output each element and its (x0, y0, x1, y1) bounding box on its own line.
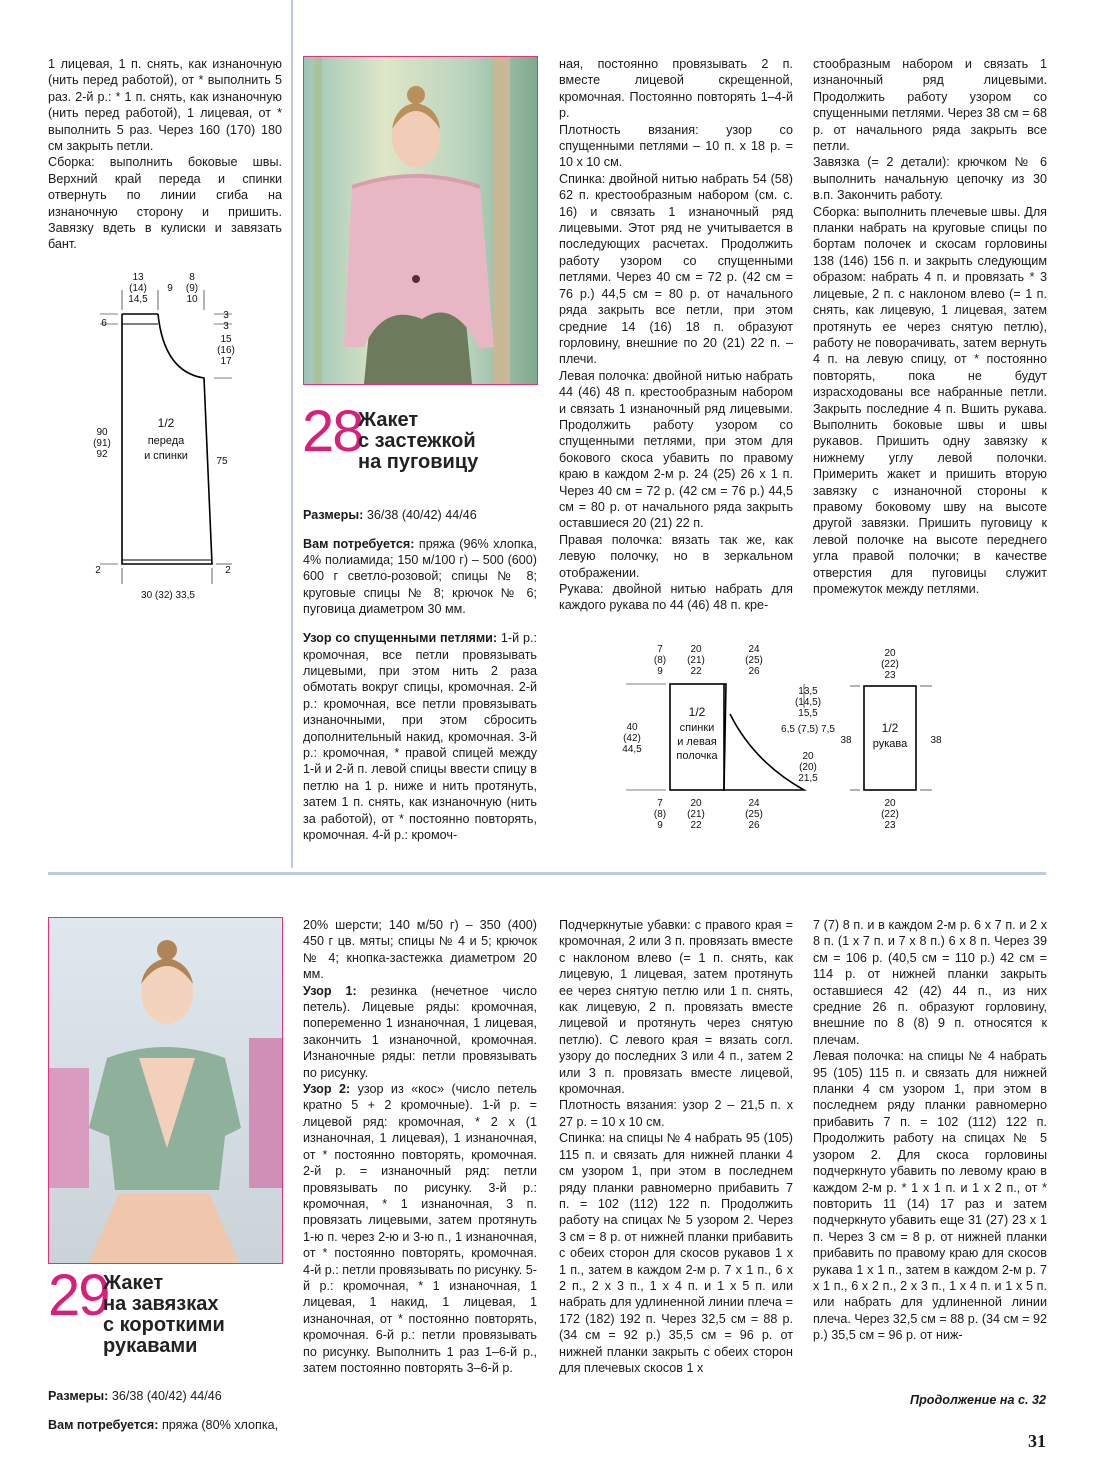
model-29-number: 29 (48, 1263, 109, 1328)
page-number: 31 (1028, 1431, 1046, 1451)
dim-14: (14) (129, 283, 147, 294)
model-29-uzor1-label: Узор 1: (303, 983, 357, 998)
model-29-c4-p1: 7 (7) 8 п. и в каждом 2-м р. 6 х 7 п. и 2 х 8 п. (1 х 7 п. и 7 х 8 п.) 6 х 8 п. Через 39 см = 106 р. (40,5 см = 110 р.) 42 см = 114 р. от нижней планки закрыть оставшиеся 42 (42) 44 п., из них средние 26 п. образуют горловину, внешние по 8 (8) 9 п. относятся к плечам. (813, 918, 1047, 1047)
dim-15: 15 (220, 334, 232, 345)
dim-6: 6 (101, 318, 107, 329)
dim-9b: (9) (185, 283, 199, 294)
model-29-photo (48, 917, 283, 1264)
piece-label-1: 1/2 (157, 416, 175, 430)
r-c-bot-3: 26 (748, 820, 760, 831)
model-29-sizes: 36/38 (40/42) 44/46 (111, 1388, 222, 1403)
model-28-title-line-3: на пуговицу (358, 451, 479, 473)
model-28-needs: пряжа (96% хлопка, 4% полиамида; 150 м/100 г) – 500 (600) 600 г светло-розовой; спицы № 8; круговые спицы № 8; крючок № 6; пуговица диаметром 30 мм. (303, 536, 538, 617)
r-slope-a-3: 15,5 (798, 708, 818, 719)
piece-label-2: переда (147, 435, 185, 447)
model-29-c4-p2: Левая полочка: на спицы № 4 набрать 95 (105) 115 п. и связать для нижней планки 4 см узором 1, при этом в последнем ряду планки равномерно прибавить 7 п. = 102 (112) 122 п. Продолжить работу на спицах № 5 узором 2. Для скоса горловины подчеркнуто убавить по левому краю в каждом 2-м р. * 1 х 1 п. и 1 х 2 п., от * повторить 11 (14) 17 раз и затем подчеркнуто убавить еще 31 (27) 23 х 1 п. Через 3 см = 8 р. от нижней планки прибавить по правому краю для скосов рукава 1 х 1 п., затем в каждом 2-м р. 7 х 1 п., 6 х 2 п., 2 х 3 п., 1 х 4 п. и 1 х 5 п. или набрать для удлиненной линии плеча. Через 32,5 см = 88 р. (34 см = 92 р.) 35,5 см = 96 р. от ниж- (813, 1049, 1047, 1343)
r-b-top-1: 20 (690, 644, 702, 655)
model-29-c3-p2: Плотность вязания: узор 2 – 21,5 п. х 27 р. = 10 х 10 см. (559, 1098, 793, 1129)
r-s-top-3: 23 (884, 670, 896, 681)
r-b-top-3: 22 (690, 666, 702, 677)
r-h38-b: 38 (930, 735, 942, 746)
model-29-column-2 (303, 917, 537, 1376)
r-a-top-1: 7 (657, 644, 663, 655)
model-28-needs-label: Вам потребуется: (303, 536, 415, 551)
r-c-bot-2: (25) (745, 809, 763, 820)
schematic-front-back (86, 268, 256, 608)
dim-92: 92 (96, 449, 108, 460)
r-label1-1: 1/2 (688, 705, 706, 719)
dim-8: 8 (189, 272, 195, 283)
dim-16: (16) (217, 345, 235, 356)
piece-label-3: и спинки (144, 450, 188, 462)
horizontal-divider (48, 872, 1046, 875)
continuation-note: Продолжение на с. 32 (910, 1393, 1046, 1407)
prev-pattern-text (48, 56, 282, 253)
r-slope-c-1: 20 (802, 751, 814, 762)
model-29-c3-p3: Спинка: на спицы № 4 набрать 95 (105) 115 п. и связать для нижней планки 4 см узором 1, при этом в последнем ряду планки равномерно прибавить 7 п. = 102 (112) 122 п. Продолжить работу на спицах № 5 узором 2. Через 3 см = 8 р. от нижней планки прибавить с обеих сторон для скосов рукавов 1 х 1 п., затем в каждом 2-м р. 7 х 1 п., 6 х 2 п., 2 х 3 п., 1 х 4 п. и 1 х 5 п. или набрать для удлиненной линии плеча = 172 (182) 192 п. Через 32,5 см = 88 р. (34 см = 92 р.) 35,5 см = 96 р. от нижней планки закрыть с обеих сторон для плечевых скосов 1 х (559, 1131, 793, 1375)
r-label1-2: спинки (679, 722, 715, 734)
model-29-c3-p1: Подчеркнутые убавки: с правого края = кромочная, 2 или 3 п. провязать вместе с наклоном влево (= 1 п. снять, как лицевую, 1 лицевая, затем протянуть ее через снятую петлю или 1 п. снять, как лицевую, 2 п. провязать вместе лицевой и протянуть через снятую петлю). С левого края = вязать согл. узору до последних 3 или 4 п., затем 2 или 3 п. провязать вместе лицевой, кромочная. (559, 918, 793, 1097)
model-29-title (103, 1273, 225, 1357)
model-29-uzor1: резинка (нечетное число петель). Лицевые ряды: кромочная, попеременно 1 изнаночная, 1 лицевая, закончить 1 изнаночной, кромочная. Изнаночные ряды: петли провязывать по рисунку. (303, 983, 537, 1080)
model-28-c3-p6: Рукава: двойной нитью набрать для каждого рукава по 44 (46) 48 п. кре- (559, 582, 793, 613)
model-28-sizes: 36/38 (40/42) 44/46 (366, 507, 477, 522)
model-29-needs-label: Вам потребуется: (48, 1417, 159, 1432)
r-label1-4: полочка (676, 750, 718, 762)
r-slope-b: 6,5 (7,5) 7,5 (781, 724, 835, 735)
model-28-c4-p3: Сборка: выполнить плечевые швы. Для планки набрать на круговые спицы по бортам полочек и скосам горловины 138 (146) 156 п. и закрыть следующим образом: набрать 4 п. и провязать * 3 лицевые, 2 п. с наклоном влево (= 1 п. снять, как лицевую, 1 лицевая, затем протянуть ее через снятую петлю), работу не поворачивать, затем вернуть 4 п. на левую спицу, от * постоянно повторять, пока не будут израсходованы все набранные петли. Закрыть последние 4 п. Вшить рукава. Выполнить боковые швы и швы рукавов. Пришить одну завязку к нижнему углу левой полочки. Примерить жакет и пришить вторую завязку с изнаночной стороны к правому боковому шву на высоте другой завязки. Пришить пуговицу к левой полочке на высоте переднего угла правой полочки; в качестве отверстия для пуговицы служит промежуток между петлями. (813, 204, 1047, 596)
model-29-column-4 (813, 917, 1047, 1344)
model-29-title-line-1: Жакет (103, 1272, 164, 1294)
r-s-top-1: 20 (884, 648, 896, 659)
r-a-top-2: (8) (653, 655, 667, 666)
r-h-left-2: (42) (623, 733, 641, 744)
r-slope-c-2: (20) (799, 762, 817, 773)
r-slope-a-2: (14,5) (794, 697, 822, 708)
model-29-sizes-label: Размеры: (48, 1388, 109, 1403)
model-28-title (358, 410, 478, 473)
dim-90: 90 (96, 427, 108, 438)
model-28-pattern: 1-й р.: кромочная, все петли провязывать лицевыми, при этом нить 2 раза обмотать вокруг спицы, кромочная. 2-й р.: кромочная, все петли провязывать изнаночными, при этом сбросить дополнительный накид, кромочная. 3-й р.: кромочная, * правой спицей между 1-й и 2-й п. левой спицы ввести спицу в петлю на 1 р. ниже и нить протянуть, затем 1 п. снять, как изнаночную (нить за работой), от * постоянно повторять, кромочная. 4-й р.: кромоч- (303, 631, 537, 843)
model-28-number: 28 (302, 399, 363, 464)
prev-pattern-para-1: 1 лицевая, 1 п. снять, как изнаночную (нить перед работой), от * выполнить 5 раз. 2-й р.: * 1 п. снять, как изнаночную (нить перед работой), 1 лицевая, от * выполнить 5 раз. Через 160 (170) 180 см закрыть петли. (48, 57, 282, 154)
r-label2-1: 1/2 (881, 721, 899, 735)
model-29-uzor2: узор из «кос» (число петель кратно 5 + 2 кромочные). 1-й р. = лицевой ряд: кромочная, * 2 х (1 изнаночная, 1 лицевая), 1 изнаночная, от * постоянно повторять, кромочная. 2-й р. = изнаночный ряд: петли провязывать по рисунку. 3-й р.: кромочная, * 1 изнаночная, 3 п. провязать лицевыми, затем протянуть 1-ю п. через 2-ю и 3-ю п., 1 изнаночная, от * постоянно повторять, кромочная. 4-й р.: петли провязывать по рисунку. 5-й р.: кромочная, * 1 изнаночная, 1 лицевая, 1 накид, 1 лицевая, 1 изнаночная, от * постоянно повторять, кромочная. 6-й р.: петли провязывать по рисунку. Выполнить 1 раз 1–6-й р., затем постоянно повторять 3–6-й р. (303, 1082, 537, 1375)
model-29-title-line-2: на завязках (103, 1293, 219, 1315)
r-slope-c-3: 21,5 (798, 773, 818, 784)
r-s-bot-1: 20 (884, 798, 896, 809)
dim-9: 9 (167, 283, 173, 294)
r-b-bot-2: (21) (687, 809, 705, 820)
r-c-top-2: (25) (745, 655, 763, 666)
r-h38-a: 38 (840, 735, 852, 746)
r-s-bot-2: (22) (881, 809, 899, 820)
r-a-bot-3: 9 (657, 820, 663, 831)
model-28-c3-p2: Плотность вязания: узор со спущенными петлями – 10 п. х 18 р. = 10 х 10 см. (559, 122, 793, 170)
r-c-top-3: 26 (748, 666, 760, 677)
model-28-photo (303, 56, 538, 385)
r-b-bot-3: 22 (690, 820, 702, 831)
dim-2-left: 2 (95, 565, 101, 576)
model-28-specs (303, 494, 537, 856)
r-label1-3: и левая (677, 736, 717, 748)
dim-91: (91) (93, 438, 111, 449)
dim-3a: 3 (223, 310, 229, 321)
r-s-top-2: (22) (881, 659, 899, 670)
model-29-specs (48, 1375, 282, 1446)
r-h-left-1: 40 (626, 722, 638, 733)
r-s-bot-3: 23 (884, 820, 896, 831)
r-a-bot-1: 7 (657, 798, 663, 809)
model-29-uzor2-label: Узор 2: (303, 1082, 351, 1097)
model-28-c3-p3: Спинка: двойной нитью набрать 54 (58) 62 п. крестообразным набором (см. с. 16) и связать 1 изнаночный ряд лицевыми. Этот ряд не учитывается в последующих расчетах. Продолжить работу узором со спущенными петлями. Через 40 см = 72 р. (42 см = 76 р.) 44,5 см = 80 р. от начального ряда закрыть все петли, при этом средние 14 (16) 18 п. образуют горловину, внешние по 20 (21) 22 п. – плечи. (559, 171, 793, 367)
r-slope-a-1: 13,5 (798, 686, 818, 697)
model-28-c3-p5: Правая полочка: вязать так же, как левую полочку, но в зеркальном отображении. (559, 532, 793, 580)
dim-2-right: 2 (225, 565, 231, 576)
r-b-bot-1: 20 (690, 798, 702, 809)
schematic-back-front-sleeve (614, 642, 950, 832)
model-29-title-line-3: с короткими (103, 1314, 225, 1336)
model-28-title-line-2: с застежкой (358, 430, 476, 452)
dim-10: 10 (186, 294, 198, 305)
dim-width: 30 (32) 33,5 (141, 590, 195, 601)
dim-14-5: 14,5 (128, 294, 148, 305)
r-a-top-3: 9 (657, 666, 663, 677)
model-28-column-3 (559, 56, 793, 614)
model-28-pattern-label: Узор со спущенными петлями: (303, 631, 498, 646)
dim-75: 75 (216, 456, 228, 467)
r-c-bot-1: 24 (748, 798, 760, 809)
r-h-left-3: 44,5 (622, 744, 642, 755)
vertical-divider (291, 0, 293, 868)
dim-3b: 3 (223, 321, 229, 332)
model-28-c4-p2: Завязка (= 2 детали): крючком № 6 выполнить начальную цепочку из 30 в.п. Закончить работу. (813, 155, 1047, 203)
model-28-column-4 (813, 56, 1047, 597)
model-28-sizes-label: Размеры: (303, 507, 364, 522)
r-label2-2: рукава (872, 738, 908, 750)
r-b-top-2: (21) (687, 655, 705, 666)
model-29-needs: пряжа (80% хлопка, (161, 1417, 279, 1432)
model-28-c3-p4: Левая полочка: двойной нитью набрать 44 (46) 48 п. крестообразным набором и связать 1 изнаночный ряд лицевыми. Продолжить работу узором со спущенными петлями, при этом для бокового скоса убавить по правому краю в каждом 2-м р. 24 (25) 26 х 1 п. Через 40 см = 72 р. (42 см = 76 р.) 44,5 см = 80 р. от начального ряда закрыть оставшиеся 20 (21) 22 п. (559, 368, 793, 531)
dim-13: 13 (132, 272, 144, 283)
r-a-bot-2: (8) (653, 809, 667, 820)
dim-17: 17 (220, 356, 232, 367)
r-c-top-1: 24 (748, 644, 760, 655)
model-28-title-line-1: Жакет (358, 409, 419, 431)
model-29-title-line-4: рукавами (103, 1335, 198, 1357)
model-28-c3-p1: ная, постоянно провязывать 2 п. вместе лицевой скрещенной, кромочная. Постоянно повторять 1–4-й р. (559, 57, 793, 121)
model-29-column-3 (559, 917, 793, 1376)
prev-pattern-para-2: Сборка: выполнить боковые швы. Верхний край переда и спинки отвернуть по линии сгиба на изнаночную сторону и пришить. Завязку вдеть в кулиски и завязать бант. (48, 155, 282, 252)
model-29-c2-p1: 20% шерсти; 140 м/50 г) – 350 (400) 450 г цв. мяты; спицы № 4 и 5; крючок № 4; кнопка-застежка диаметром 20 мм. (303, 918, 537, 982)
model-28-c4-p1: стообразным набором и связать 1 изнаночный ряд лицевыми. Продолжить работу узором со спущенными петлями. Через 38 см = 68 р. от начального ряда закрыть все петли. (813, 57, 1047, 154)
